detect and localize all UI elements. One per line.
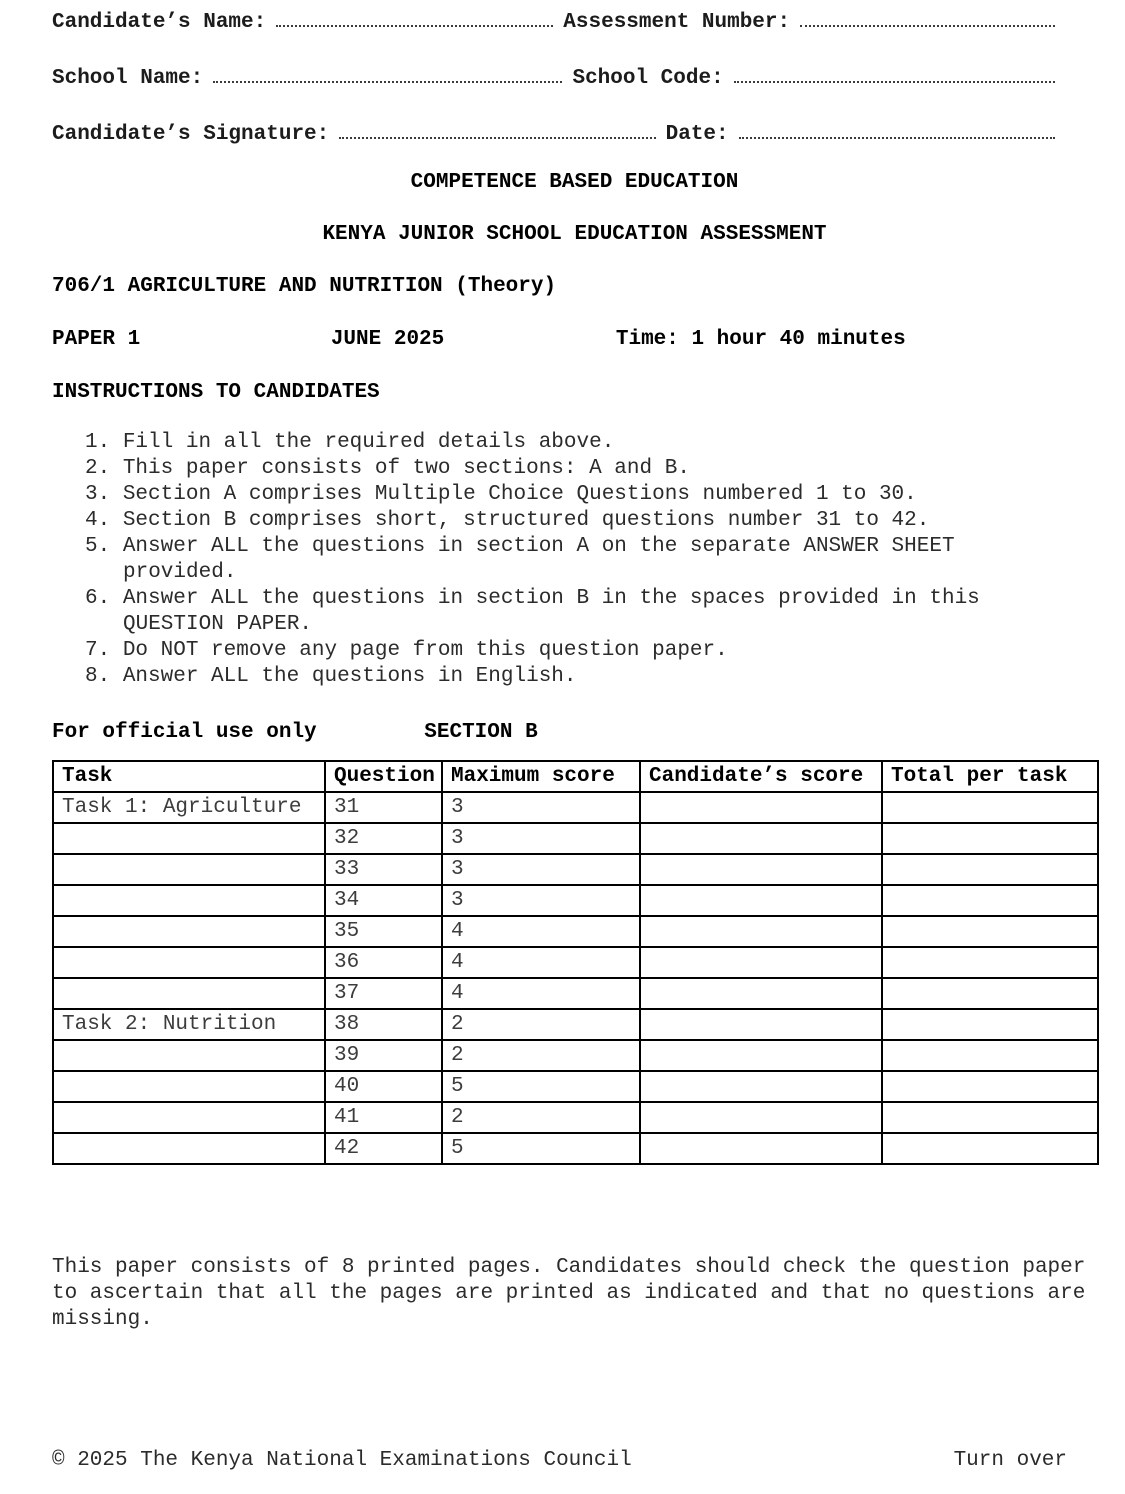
total-per-task-cell bbox=[882, 854, 1098, 885]
task-cell: Task 2: Nutrition bbox=[53, 1009, 325, 1040]
table-row bbox=[53, 1102, 1098, 1133]
instruction-item: Answer ALL the questions in section B in the spaces provided in this QUESTION PAPER. bbox=[122, 587, 980, 636]
time-allowed: Time: 1 hour 40 minutes bbox=[615, 328, 906, 351]
date-dotted-line bbox=[739, 120, 1055, 139]
question-cell: 39 bbox=[325, 1040, 442, 1071]
instruction-item: Fill in all the required details above. bbox=[122, 431, 615, 454]
signature-dotted-line bbox=[339, 120, 655, 139]
candidate-score-cell bbox=[640, 885, 882, 916]
task-column-header: Task bbox=[53, 761, 325, 792]
section-b-label: SECTION B bbox=[424, 721, 538, 744]
task-cell bbox=[53, 823, 325, 854]
assessment-title: KENYA JUNIOR SCHOOL EDUCATION ASSESSMENT bbox=[322, 223, 827, 246]
max-score-cell: 4 bbox=[442, 978, 640, 1009]
max-score-cell: 4 bbox=[442, 947, 640, 978]
instruction-item: Answer ALL the questions in English. bbox=[122, 665, 577, 688]
total-per-task-cell bbox=[882, 885, 1098, 916]
total-per-task-column-header: Total per task bbox=[882, 761, 1098, 792]
score-table-header-row bbox=[53, 761, 1098, 792]
copyright-text: © 2025 The Kenya National Examinations Council bbox=[52, 1449, 632, 1472]
table-row bbox=[53, 1009, 1098, 1040]
candidate-name-label: Candidate’s Name: bbox=[52, 11, 267, 34]
task-cell bbox=[53, 885, 325, 916]
total-per-task-cell bbox=[882, 1102, 1098, 1133]
task-cell: Task 1: Agriculture bbox=[53, 792, 325, 823]
question-cell: 42 bbox=[325, 1133, 442, 1164]
task-cell bbox=[53, 947, 325, 978]
candidate-score-column-header: Candidate’s score bbox=[640, 761, 882, 792]
instruction-item: Do NOT remove any page from this question paper. bbox=[122, 639, 728, 662]
max-score-cell: 2 bbox=[442, 1009, 640, 1040]
total-per-task-cell bbox=[882, 978, 1098, 1009]
max-score-cell: 2 bbox=[442, 1102, 640, 1133]
assessment-number-label: Assessment Number: bbox=[563, 11, 791, 34]
turn-over-label: Turn over bbox=[953, 1449, 1067, 1472]
instruction-item: Section B comprises short, structured questions number 31 to 42. bbox=[122, 509, 930, 532]
printed-pages-note: This paper consists of 8 printed pages. Candidates should check the question paper to ascertain that all the pages are printed as indicated and that no questions are missing. bbox=[52, 1256, 1086, 1331]
candidate-score-cell bbox=[640, 823, 882, 854]
max-score-cell: 3 bbox=[442, 854, 640, 885]
instructions-heading: INSTRUCTIONS TO CANDIDATES bbox=[52, 381, 380, 404]
table-row bbox=[53, 1133, 1098, 1164]
total-per-task-cell bbox=[882, 1133, 1098, 1164]
max-score-cell: 2 bbox=[442, 1040, 640, 1071]
paper-session-time-row bbox=[52, 327, 1097, 353]
instruction-item: Answer ALL the questions in section A on the separate ANSWER SHEET provided. bbox=[122, 535, 955, 584]
question-cell: 36 bbox=[325, 947, 442, 978]
candidate-score-cell bbox=[640, 854, 882, 885]
candidate-score-cell bbox=[640, 947, 882, 978]
total-per-task-cell bbox=[882, 947, 1098, 978]
candidate-score-cell bbox=[640, 916, 882, 947]
task-cell bbox=[53, 1071, 325, 1102]
candidate-score-cell bbox=[640, 1071, 882, 1102]
table-row bbox=[53, 916, 1098, 947]
school-name-dotted-line bbox=[213, 64, 562, 83]
candidate-score-cell bbox=[640, 1009, 882, 1040]
candidate-name-dotted-line bbox=[276, 8, 553, 27]
candidate-score-cell bbox=[640, 792, 882, 823]
task-cell bbox=[53, 854, 325, 885]
table-row bbox=[53, 792, 1098, 823]
max-score-cell: 3 bbox=[442, 823, 640, 854]
question-cell: 34 bbox=[325, 885, 442, 916]
max-score-cell: 3 bbox=[442, 885, 640, 916]
question-cell: 37 bbox=[325, 978, 442, 1009]
task-cell bbox=[53, 916, 325, 947]
total-per-task-cell bbox=[882, 823, 1098, 854]
question-cell: 31 bbox=[325, 792, 442, 823]
total-per-task-cell bbox=[882, 1071, 1098, 1102]
instruction-item: This paper consists of two sections: A and B. bbox=[122, 457, 690, 480]
total-per-task-cell bbox=[882, 1040, 1098, 1071]
question-column-header: Question bbox=[325, 761, 442, 792]
max-score-cell: 5 bbox=[442, 1133, 640, 1164]
question-cell: 41 bbox=[325, 1102, 442, 1133]
candidate-score-cell bbox=[640, 1133, 882, 1164]
signature-date-row bbox=[52, 120, 1097, 148]
instructions-list bbox=[52, 430, 1075, 690]
table-row bbox=[53, 978, 1098, 1009]
maximum-score-column-header: Maximum score bbox=[442, 761, 640, 792]
task-cell bbox=[53, 1133, 325, 1164]
paper-number: PAPER 1 bbox=[52, 328, 141, 351]
question-cell: 35 bbox=[325, 916, 442, 947]
session-date: JUNE 2025 bbox=[330, 328, 445, 351]
table-row bbox=[53, 1071, 1098, 1102]
task-cell bbox=[53, 1102, 325, 1133]
task-cell bbox=[53, 1040, 325, 1071]
school-name-label: School Name: bbox=[52, 67, 204, 90]
question-cell: 32 bbox=[325, 823, 442, 854]
max-score-cell: 3 bbox=[442, 792, 640, 823]
total-per-task-cell bbox=[882, 792, 1098, 823]
official-use-label: For official use only bbox=[52, 721, 317, 744]
question-cell: 33 bbox=[325, 854, 442, 885]
school-code-label: School Code: bbox=[572, 67, 724, 90]
education-system-title: COMPETENCE BASED EDUCATION bbox=[410, 171, 739, 194]
total-per-task-cell bbox=[882, 916, 1098, 947]
paper-code-title: 706/1 AGRICULTURE AND NUTRITION (Theory) bbox=[52, 275, 557, 298]
question-cell: 38 bbox=[325, 1009, 442, 1040]
table-row bbox=[53, 885, 1098, 916]
max-score-cell: 5 bbox=[442, 1071, 640, 1102]
school-name-row bbox=[52, 64, 1097, 92]
candidate-score-cell bbox=[640, 1102, 882, 1133]
total-per-task-cell bbox=[882, 1009, 1098, 1040]
date-label: Date: bbox=[665, 123, 729, 146]
copyright-row bbox=[52, 1448, 1097, 1474]
table-row bbox=[53, 1040, 1098, 1071]
candidate-score-cell bbox=[640, 1040, 882, 1071]
official-use-row bbox=[52, 720, 1097, 746]
table-row bbox=[53, 823, 1098, 854]
table-row bbox=[53, 854, 1098, 885]
candidate-name-row bbox=[52, 8, 1097, 36]
school-code-dotted-line bbox=[734, 64, 1055, 83]
candidate-signature-label: Candidate’s Signature: bbox=[52, 123, 330, 146]
instruction-item: Section A comprises Multiple Choice Questions numbered 1 to 30. bbox=[122, 483, 917, 506]
task-cell bbox=[53, 978, 325, 1009]
assessment-number-dotted-line bbox=[800, 8, 1055, 27]
score-table bbox=[52, 760, 1099, 1165]
candidate-score-cell bbox=[640, 978, 882, 1009]
question-cell: 40 bbox=[325, 1071, 442, 1102]
table-row bbox=[53, 947, 1098, 978]
max-score-cell: 4 bbox=[442, 916, 640, 947]
